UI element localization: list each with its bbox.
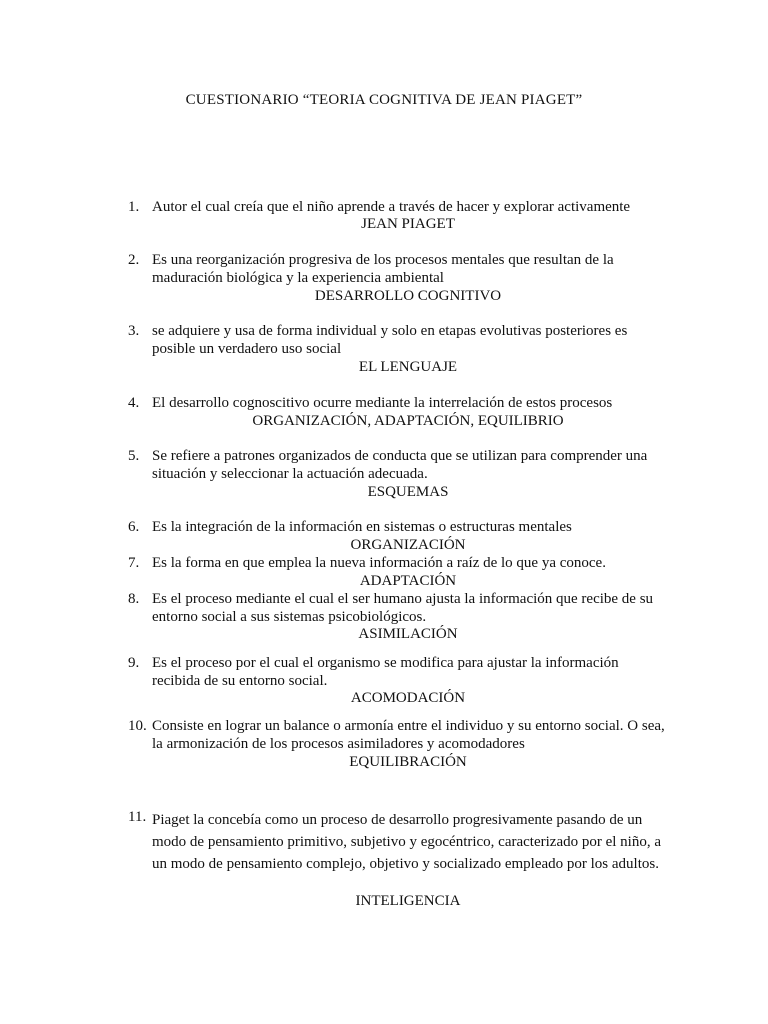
question-item <box>128 323 668 375</box>
document-title: CUESTIONARIO “TEORIA COGNITIVA DE JEAN PIAGET” <box>185 92 583 108</box>
question-item <box>128 395 668 429</box>
question-text: Es una reorganización progresiva de los procesos mentales que resultan de la maduración biológica y la experiencia ambiental <box>152 252 614 286</box>
question-text: Es el proceso mediante el cual el ser humano ajusta la información que recibe de su entorno social a sus sistemas psicobiológicos. <box>152 591 654 625</box>
question-text: Es el proceso por el cual el organismo se modifica para ajustar la información recibida de su entorno social. <box>152 655 619 689</box>
answer-text: EL LENGUAJE <box>358 359 458 375</box>
question-item <box>128 252 668 304</box>
question-text: Es la integración de la información en sistemas o estructuras mentales <box>152 519 572 535</box>
question-text: Consiste en lograr un balance o armonía entre el individuo y su entorno social. O sea, la armonización de los procesos asimiladores y acomodadores <box>152 718 665 752</box>
question-item <box>128 655 668 706</box>
question-item <box>128 591 668 642</box>
question-number: 2. <box>128 252 140 268</box>
answer-text: ESQUEMAS <box>367 484 449 500</box>
question-number: 9. <box>128 655 140 671</box>
answer-text: ASIMILACIÓN <box>358 626 458 642</box>
question-item <box>128 718 668 770</box>
answer-text: ACOMODACIÓN <box>350 690 466 706</box>
question-number: 6. <box>128 519 140 535</box>
question-text: Autor el cual creía que el niño aprende a través de hacer y explorar activamente <box>152 199 631 215</box>
question-number: 1. <box>128 199 140 215</box>
question-number: 7. <box>128 555 140 571</box>
question-item <box>128 809 668 909</box>
question-number: 8. <box>128 591 140 607</box>
question-text: se adquiere y usa de forma individual y solo en etapas evolutivas posteriores es posible un verdadero uso social <box>152 323 628 357</box>
question-number: 11. <box>128 809 147 825</box>
answer-text: DESARROLLO COGNITIVO <box>314 288 502 304</box>
answer-text: EQUILIBRACIÓN <box>349 754 467 770</box>
answer-text: ADAPTACIÓN <box>359 573 457 589</box>
question-item <box>128 448 668 500</box>
answer-text: INTELIGENCIA <box>355 893 461 909</box>
question-number: 3. <box>128 323 140 339</box>
answer-text: ORGANIZACIÓN, ADAPTACIÓN, EQUILIBRIO <box>252 413 564 429</box>
question-item <box>128 199 668 232</box>
answer-text: JEAN PIAGET <box>361 216 455 232</box>
question-text: Se refiere a patrones organizados de conducta que se utilizan para comprender una situación y seleccionar la actuación adecuada. <box>152 448 648 482</box>
question-number: 10. <box>128 718 147 734</box>
question-item <box>128 519 668 553</box>
question-text: Es la forma en que emplea la nueva información a raíz de lo que ya conoce. <box>152 555 606 571</box>
question-text: Piaget la concebía como un proceso de desarrollo progresivamente pasando de un modo de pensamiento primitivo, subjetivo y egocéntrico, caracterizado por el niño, a un modo de pensamiento complejo, objetivo y socializado empleado por los adultos. <box>152 812 662 872</box>
question-text: El desarrollo cognoscitivo ocurre mediante la interrelación de estos procesos <box>152 395 613 411</box>
question-number: 5. <box>128 448 140 464</box>
question-item <box>128 555 668 589</box>
question-number: 4. <box>128 395 140 411</box>
answer-text: ORGANIZACIÓN <box>350 537 466 553</box>
